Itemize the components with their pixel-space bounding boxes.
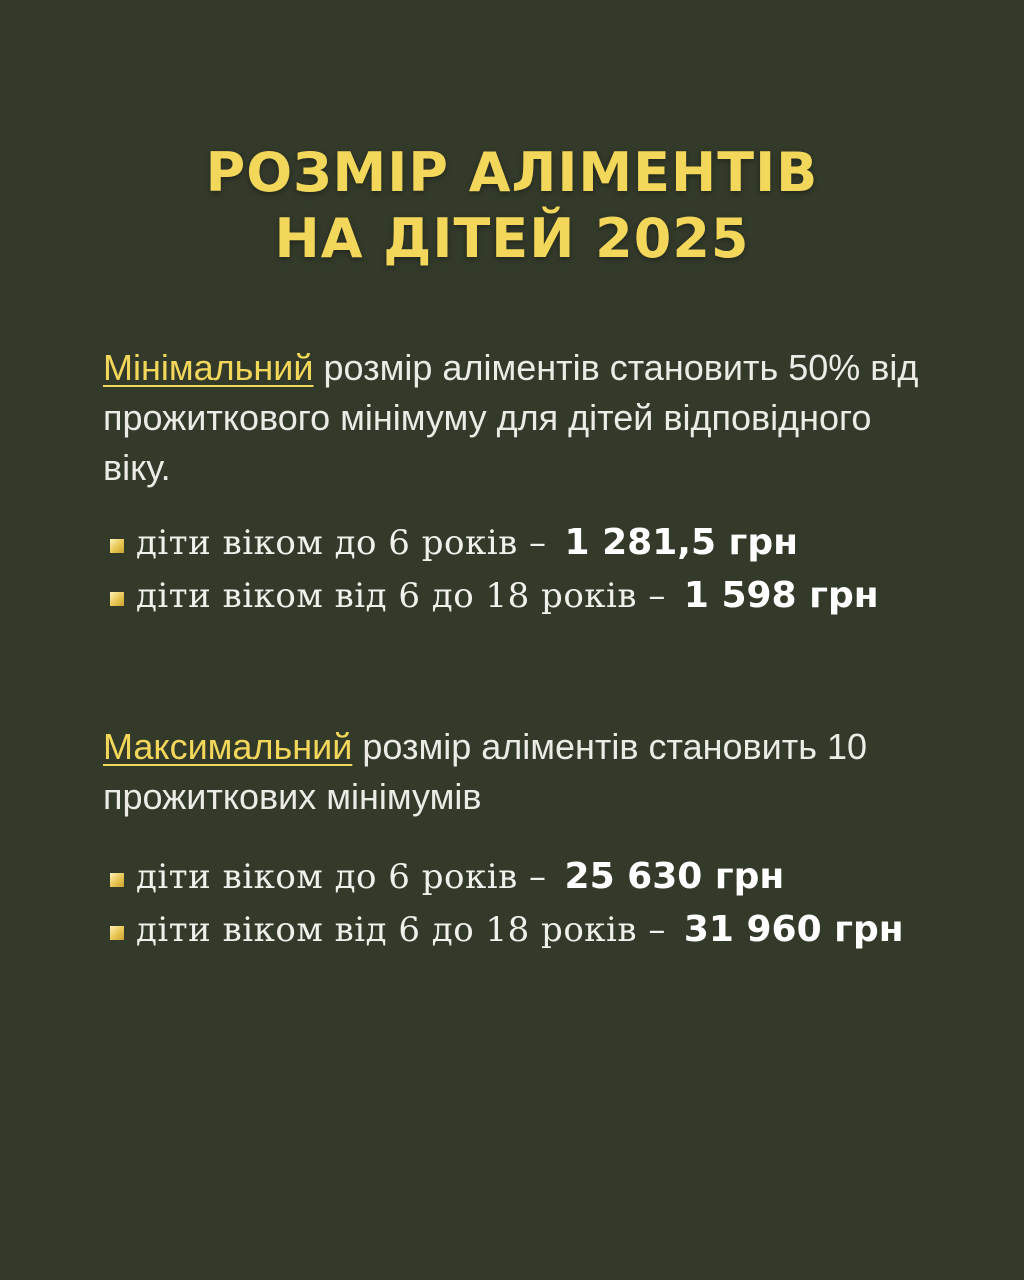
amount-value: 1 281,5 грн [564, 522, 798, 563]
minimum-text: розмір аліментів становить 50% від прожиткового мінімуму для дітей відповідного віку. [103, 347, 919, 488]
bullet-square-icon [110, 926, 124, 940]
age-label: діти віком від 6 до 18 років – [136, 575, 666, 616]
age-label: діти віком до 6 років – [136, 856, 547, 897]
amount-value: 31 960 грн [683, 909, 904, 950]
minimum-highlight: Мінімальний [103, 347, 314, 388]
list-item [110, 569, 990, 622]
title-line-2: НА ДІТЕЙ 2025 [274, 207, 750, 270]
minimum-list [110, 516, 990, 622]
title-line-1: РОЗМІР АЛІМЕНТІВ [205, 141, 819, 204]
bullet-square-icon [110, 592, 124, 606]
page-title [0, 140, 1024, 272]
age-label: діти віком до 6 років – [136, 522, 547, 563]
amount-value: 1 598 грн [683, 575, 879, 616]
age-label: діти віком від 6 до 18 років – [136, 909, 666, 950]
minimum-description [103, 343, 933, 493]
list-item [110, 903, 990, 956]
list-item [110, 516, 990, 569]
bullet-square-icon [110, 539, 124, 553]
list-item [110, 850, 990, 903]
maximum-description [103, 722, 933, 822]
maximum-text: розмір аліментів становить 10 прожиткових мінімумів [103, 726, 868, 817]
bullet-square-icon [110, 873, 124, 887]
maximum-highlight: Максимальний [103, 726, 353, 767]
amount-value: 25 630 грн [564, 856, 785, 897]
maximum-list [110, 850, 990, 956]
